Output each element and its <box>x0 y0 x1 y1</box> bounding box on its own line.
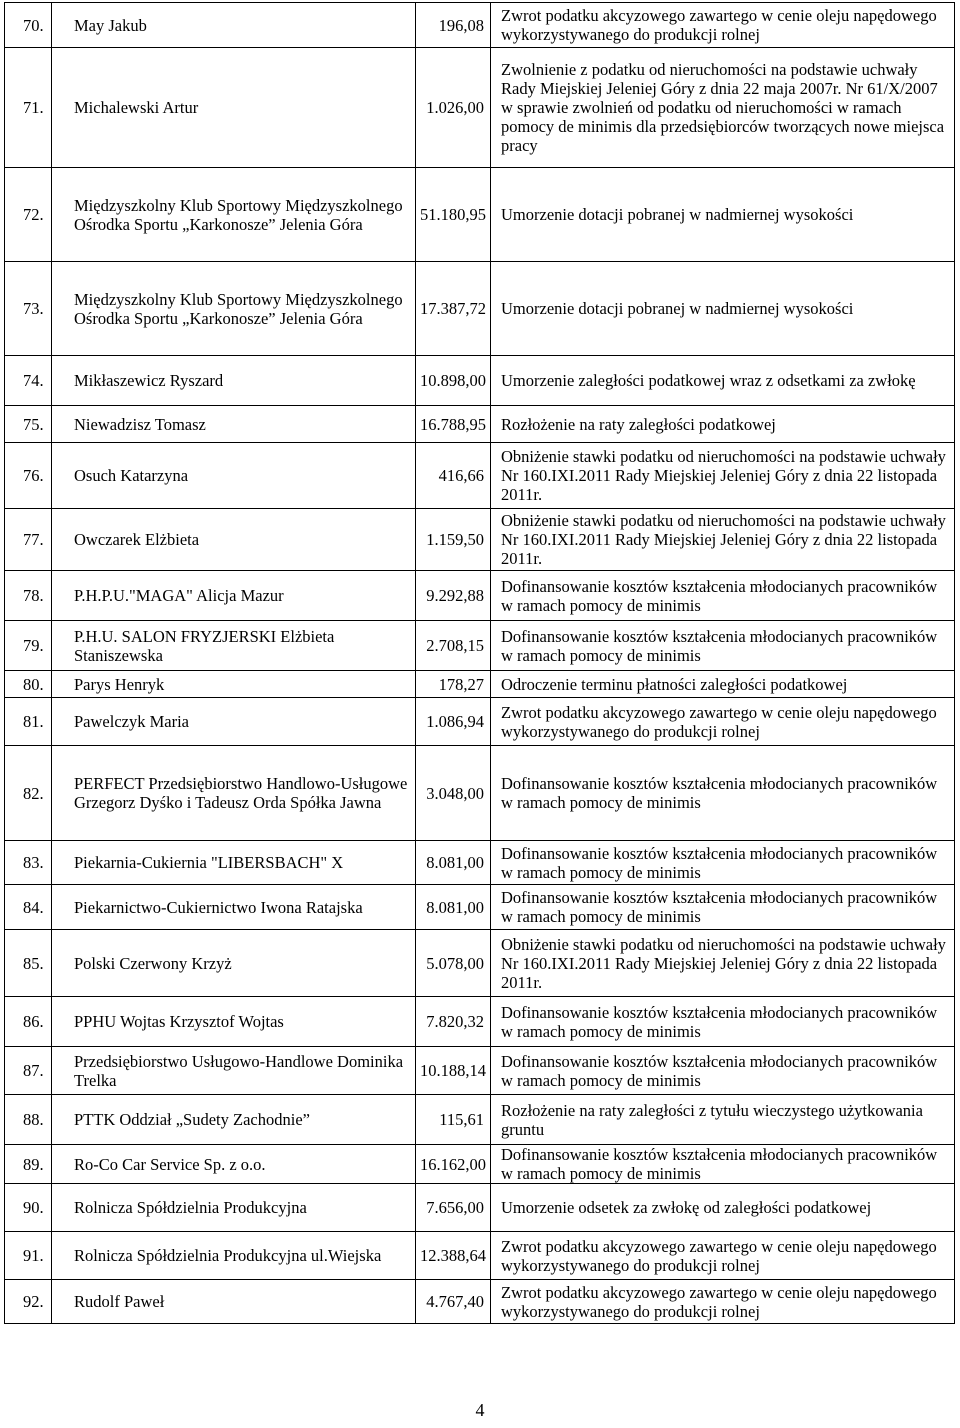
row-number: 80. <box>5 671 52 698</box>
aid-description: Obniżenie stawki podatku od nieruchomości na podstawie uchwały Nr 160.IXI.2011 Rady Miejskiej Jeleniej Góry z dnia 22 listopada 2011r. <box>491 509 955 571</box>
aid-description: Dofinansowanie kosztów kształcenia młodocianych pracowników w ramach pomocy de minimis <box>491 1047 955 1095</box>
aid-amount: 7.656,00 <box>416 1184 491 1232</box>
table-row <box>5 1145 955 1184</box>
row-number: 91. <box>5 1232 52 1280</box>
recipient-name: Rolnicza Spółdzielnia Produkcyjna ul.Wiejska <box>52 1232 416 1280</box>
recipient-name: Przedsiębiorstwo Usługowo-Handlowe Dominika Trelka <box>52 1047 416 1095</box>
aid-description: Zwolnienie z podatku od nieruchomości na podstawie uchwały Rady Miejskiej Jeleniej Góry z dnia 22 maja 2007r. Nr 61/X/2007 w sprawie zwolnień od podatku od nieruchomości w ramach pomocy de minimis dla przedsiębiorców tworzących nowe miejsca pracy <box>491 48 955 168</box>
row-number: 76. <box>5 443 52 509</box>
recipient-name: Polski Czerwony Krzyż <box>52 930 416 997</box>
aid-amount: 16.788,95 <box>416 406 491 443</box>
recipient-name: Pawelczyk Maria <box>52 698 416 746</box>
row-number: 89. <box>5 1145 52 1184</box>
table-row <box>5 841 955 885</box>
recipient-name: Piekarnictwo-Cukiernictwo Iwona Ratajska <box>52 885 416 930</box>
aid-description: Obniżenie stawki podatku od nieruchomości na podstawie uchwały Nr 160.IXI.2011 Rady Miejskiej Jeleniej Góry z dnia 22 listopada 2011r. <box>491 930 955 997</box>
table-row <box>5 571 955 621</box>
row-number: 71. <box>5 48 52 168</box>
table-row <box>5 262 955 356</box>
aid-amount: 12.388,64 <box>416 1232 491 1280</box>
aid-amount: 1.026,00 <box>416 48 491 168</box>
aid-description: Zwrot podatku akcyzowego zawartego w cenie oleju napędowego wykorzystywanego do produkcji rolnej <box>491 1232 955 1280</box>
aid-amount: 178,27 <box>416 671 491 698</box>
row-number: 90. <box>5 1184 52 1232</box>
aid-description: Dofinansowanie kosztów kształcenia młodocianych pracowników w ramach pomocy de minimis <box>491 571 955 621</box>
aid-description: Umorzenie dotacji pobranej w nadmiernej wysokości <box>491 168 955 262</box>
aid-description: Dofinansowanie kosztów kształcenia młodocianych pracowników w ramach pomocy de minimis <box>491 885 955 930</box>
aid-amount: 5.078,00 <box>416 930 491 997</box>
recipient-name: Międzyszkolny Klub Sportowy Międzyszkolnego Ośrodka Sportu „Karkonosze” Jelenia Góra <box>52 262 416 356</box>
aid-amount: 8.081,00 <box>416 841 491 885</box>
row-number: 84. <box>5 885 52 930</box>
table-row <box>5 997 955 1047</box>
row-number: 86. <box>5 997 52 1047</box>
aid-amount: 3.048,00 <box>416 746 491 841</box>
table-row <box>5 1047 955 1095</box>
row-number: 74. <box>5 356 52 406</box>
recipient-name: PTTK Oddział „Sudety Zachodnie” <box>52 1095 416 1145</box>
row-number: 88. <box>5 1095 52 1145</box>
table-row <box>5 1280 955 1324</box>
aid-description: Zwrot podatku akcyzowego zawartego w cenie oleju napędowego wykorzystywanego do produkcji rolnej <box>491 3 955 48</box>
recipient-name: Mikłaszewicz Ryszard <box>52 356 416 406</box>
table-row <box>5 406 955 443</box>
table-row <box>5 168 955 262</box>
recipient-name: Osuch Katarzyna <box>52 443 416 509</box>
aid-amount: 10.188,14 <box>416 1047 491 1095</box>
table-row <box>5 3 955 48</box>
aid-description: Obniżenie stawki podatku od nieruchomości na podstawie uchwały Nr 160.IXI.2011 Rady Miejskiej Jeleniej Góry z dnia 22 listopada 2011r. <box>491 443 955 509</box>
row-number: 85. <box>5 930 52 997</box>
aid-amount: 10.898,00 <box>416 356 491 406</box>
aid-amount: 17.387,72 <box>416 262 491 356</box>
aid-amount: 196,08 <box>416 3 491 48</box>
aid-amount: 1.086,94 <box>416 698 491 746</box>
aid-description: Umorzenie zaległości podatkowej wraz z odsetkami za zwłokę <box>491 356 955 406</box>
aid-amount: 8.081,00 <box>416 885 491 930</box>
table-row <box>5 443 955 509</box>
table-row <box>5 671 955 698</box>
aid-recipients-table <box>4 2 955 1324</box>
aid-description: Dofinansowanie kosztów kształcenia młodocianych pracowników w ramach pomocy de minimis <box>491 1145 955 1184</box>
aid-description: Umorzenie odsetek za zwłokę od zaległości podatkowej <box>491 1184 955 1232</box>
aid-amount: 1.159,50 <box>416 509 491 571</box>
aid-amount: 7.820,32 <box>416 997 491 1047</box>
row-number: 92. <box>5 1280 52 1324</box>
recipient-name: Owczarek Elżbieta <box>52 509 416 571</box>
row-number: 73. <box>5 262 52 356</box>
aid-amount: 4.767,40 <box>416 1280 491 1324</box>
recipient-name: Michalewski Artur <box>52 48 416 168</box>
page-number: 4 <box>475 1400 485 1420</box>
recipient-name: P.H.U. SALON FRYZJERSKI Elżbieta Staniszewska <box>52 621 416 671</box>
recipient-name: Międzyszkolny Klub Sportowy Międzyszkolnego Ośrodka Sportu „Karkonosze” Jelenia Góra <box>52 168 416 262</box>
recipient-name: May Jakub <box>52 3 416 48</box>
table-row <box>5 930 955 997</box>
aid-description: Zwrot podatku akcyzowego zawartego w cenie oleju napędowego wykorzystywanego do produkcji rolnej <box>491 1280 955 1324</box>
aid-description: Rozłożenie na raty zaległości z tytułu wieczystego użytkowania gruntu <box>491 1095 955 1145</box>
row-number: 78. <box>5 571 52 621</box>
table-row <box>5 509 955 571</box>
aid-amount: 51.180,95 <box>416 168 491 262</box>
table-row <box>5 1184 955 1232</box>
row-number: 79. <box>5 621 52 671</box>
table-row <box>5 621 955 671</box>
recipient-name: Parys Henryk <box>52 671 416 698</box>
aid-description: Dofinansowanie kosztów kształcenia młodocianych pracowników w ramach pomocy de minimis <box>491 621 955 671</box>
aid-description: Umorzenie dotacji pobranej w nadmiernej wysokości <box>491 262 955 356</box>
aid-description: Dofinansowanie kosztów kształcenia młodocianych pracowników w ramach pomocy de minimis <box>491 841 955 885</box>
recipient-name: P.H.P.U."MAGA" Alicja Mazur <box>52 571 416 621</box>
row-number: 70. <box>5 3 52 48</box>
recipient-name: Rolnicza Spółdzielnia Produkcyjna <box>52 1184 416 1232</box>
table-body <box>5 3 955 1324</box>
aid-description: Odroczenie terminu płatności zaległości podatkowej <box>491 671 955 698</box>
aid-description: Rozłożenie na raty zaległości podatkowej <box>491 406 955 443</box>
row-number: 72. <box>5 168 52 262</box>
aid-amount: 9.292,88 <box>416 571 491 621</box>
aid-description: Zwrot podatku akcyzowego zawartego w cenie oleju napędowego wykorzystywanego do produkcji rolnej <box>491 698 955 746</box>
row-number: 75. <box>5 406 52 443</box>
aid-amount: 2.708,15 <box>416 621 491 671</box>
table-row <box>5 1095 955 1145</box>
table-row <box>5 1232 955 1280</box>
row-number: 77. <box>5 509 52 571</box>
recipient-name: Piekarnia-Cukiernia "LIBERSBACH" X <box>52 841 416 885</box>
row-number: 81. <box>5 698 52 746</box>
table-row <box>5 48 955 168</box>
recipient-name: PPHU Wojtas Krzysztof Wojtas <box>52 997 416 1047</box>
table-row <box>5 698 955 746</box>
row-number: 82. <box>5 746 52 841</box>
row-number: 87. <box>5 1047 52 1095</box>
row-number: 83. <box>5 841 52 885</box>
aid-description: Dofinansowanie kosztów kształcenia młodocianych pracowników w ramach pomocy de minimis <box>491 746 955 841</box>
table-row <box>5 885 955 930</box>
recipient-name: Rudolf Paweł <box>52 1280 416 1324</box>
aid-description: Dofinansowanie kosztów kształcenia młodocianych pracowników w ramach pomocy de minimis <box>491 997 955 1047</box>
recipient-name: Niewadzisz Tomasz <box>52 406 416 443</box>
aid-amount: 416,66 <box>416 443 491 509</box>
table-row <box>5 356 955 406</box>
aid-amount: 115,61 <box>416 1095 491 1145</box>
aid-amount: 16.162,00 <box>416 1145 491 1184</box>
recipient-name: PERFECT Przedsiębiorstwo Handlowo-Usługowe Grzegorz Dyśko i Tadeusz Orda Spółka Jawna <box>52 746 416 841</box>
recipient-name: Ro-Co Car Service Sp. z o.o. <box>52 1145 416 1184</box>
table-row <box>5 746 955 841</box>
